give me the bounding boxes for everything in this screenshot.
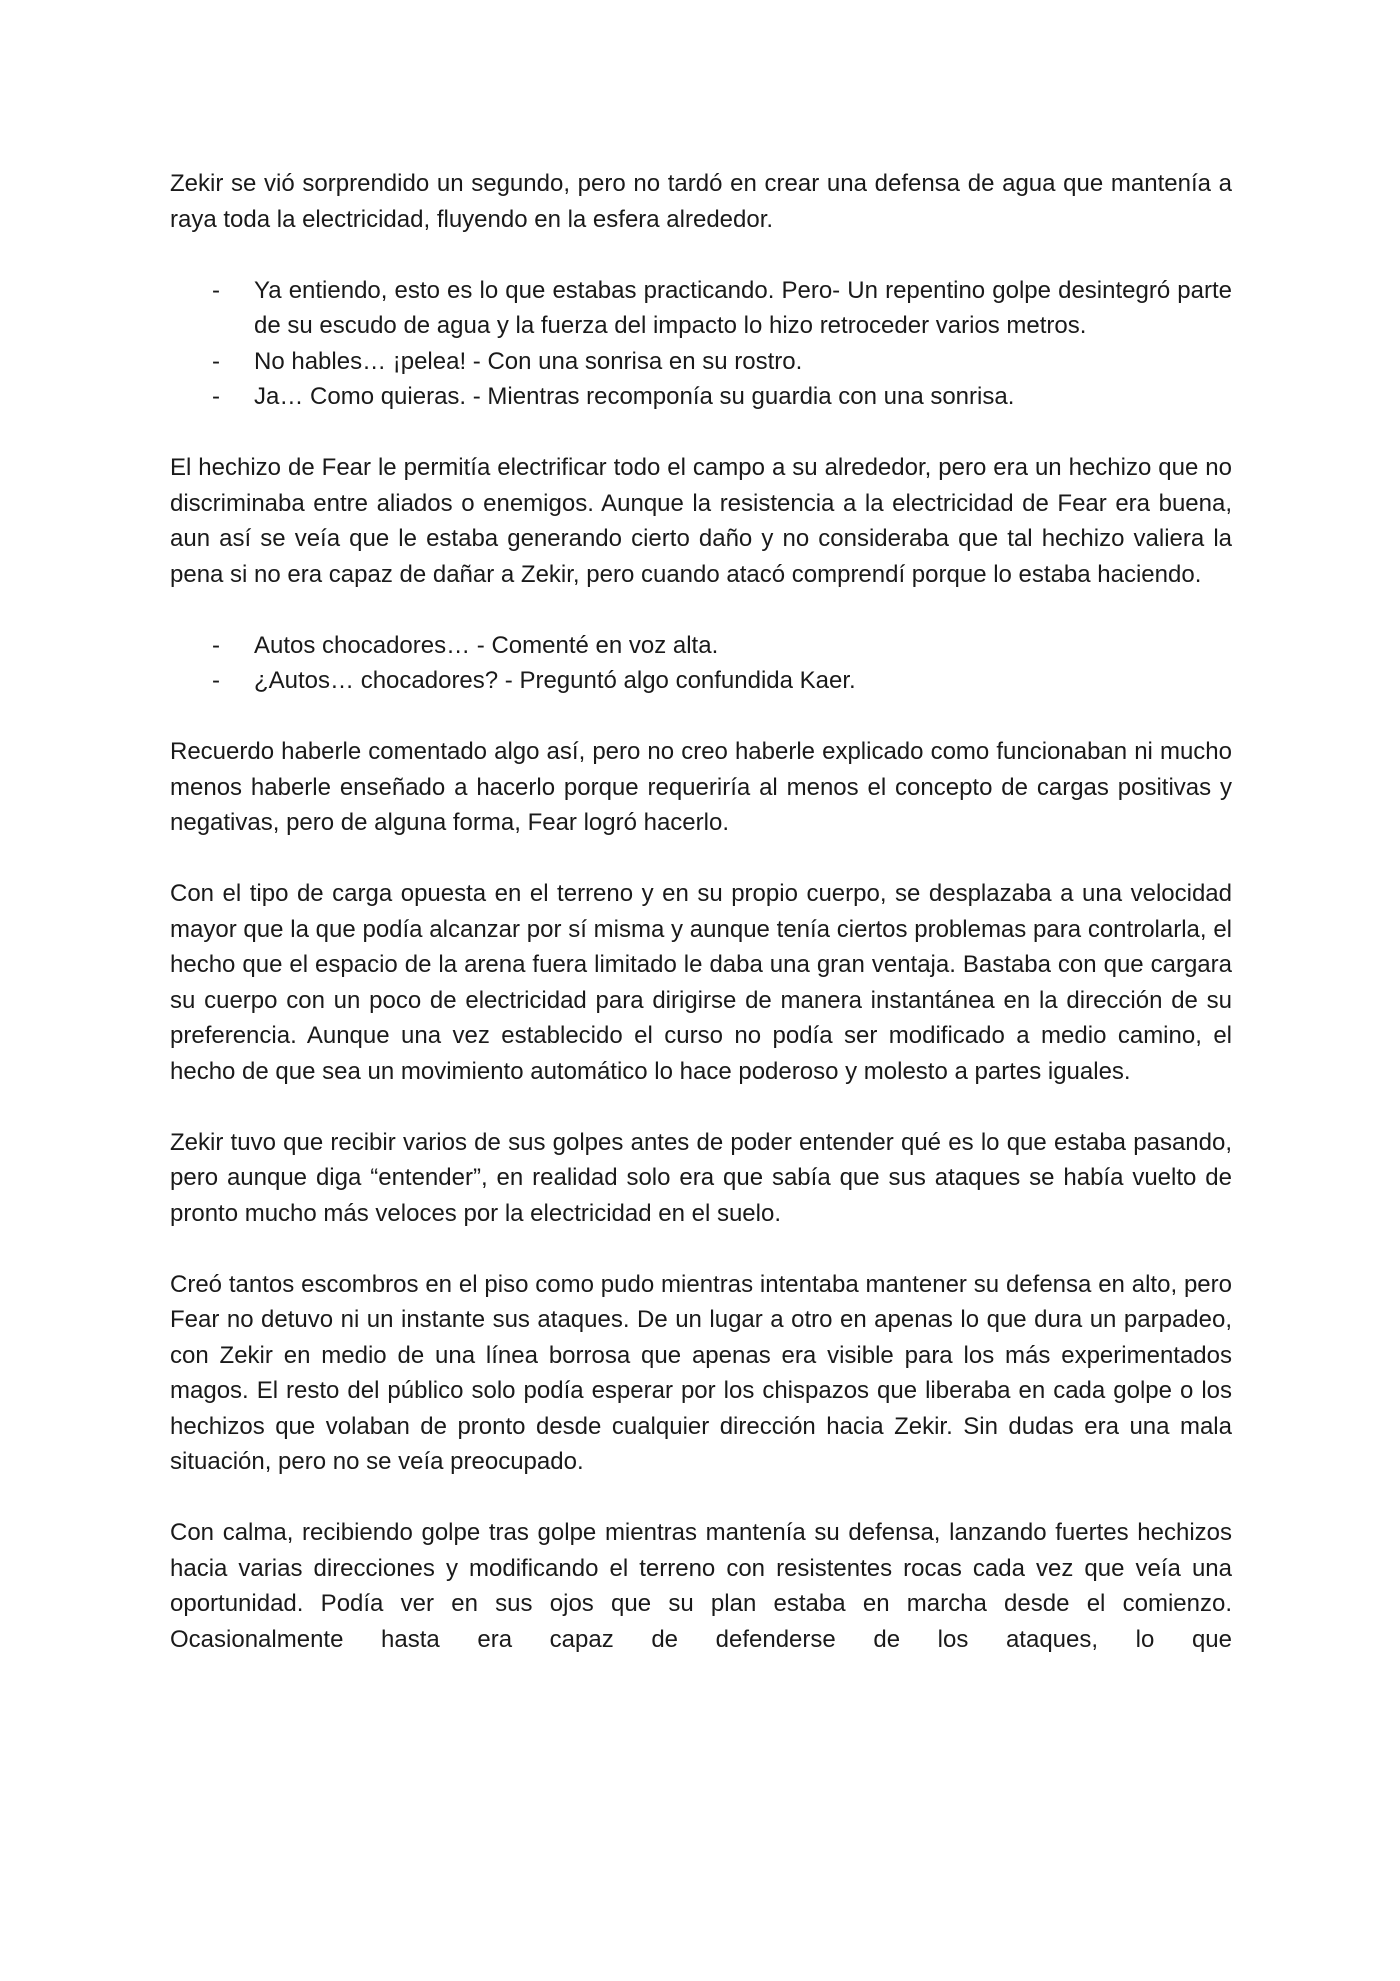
dash-marker: - <box>212 276 220 304</box>
dash-marker: - <box>212 667 220 694</box>
paragraph: Recuerdo haberle comentado algo así, pero no creo haberle explicado como funcionaban ni mucho menos haberle enseñado a hacerlo porque requeriría al menos el concepto de cargas positivas y negativas, pero de alguna forma, Fear logró hacerlo. <box>170 738 1232 836</box>
dialogue-text: No hables… ¡pelea! - Con una sonrisa en su rostro. <box>254 347 803 375</box>
dialogue-list <box>170 628 1232 699</box>
dialogue-list <box>170 273 1232 415</box>
dash-marker: - <box>212 383 220 410</box>
dialogue-line <box>170 344 1232 380</box>
dialogue-line <box>170 379 1232 415</box>
dialogue-line <box>170 663 1232 699</box>
dash-marker: - <box>212 347 220 375</box>
dash-marker: - <box>212 631 220 659</box>
dialogue-text: Ya entiendo, esto es lo que estabas practicando. Pero- Un repentino golpe desintegró parte de su escudo de agua y la fuerza del impacto lo hizo retroceder varios metros. <box>254 276 1232 339</box>
dialogue-text: Ja… Como quieras. - Mientras recomponía su guardia con una sonrisa. <box>254 383 1015 410</box>
dialogue-text: Autos chocadores… - Comenté en voz alta. <box>254 631 719 659</box>
document-body <box>170 166 1232 1693</box>
dialogue-line <box>170 273 1232 344</box>
paragraph: Creó tantos escombros en el piso como pudo mientras intentaba mantener su defensa en alto, pero Fear no detuvo ni un instante sus ataques. De un lugar a otro en apenas lo que dura un parpadeo, con Zekir en medio de una línea borrosa que apenas era visible para los más experimentados magos. El resto del público solo podía esperar por los chispazos que liberaba en cada golpe o los hechizos que volaban de pronto desde cualquier dirección hacia Zekir. Sin dudas era una mala situación, pero no se veía preocupado. <box>170 1270 1232 1475</box>
dialogue-text: ¿Autos… chocadores? - Preguntó algo confundida Kaer. <box>254 667 856 694</box>
paragraph: Zekir se vió sorprendido un segundo, pero no tardó en crear una defensa de agua que mantenía a raya toda la electricidad, fluyendo en la esfera alrededor. <box>170 170 1232 233</box>
paragraph: Con el tipo de carga opuesta en el terreno y en su propio cuerpo, se desplazaba a una velocidad mayor que la que podía alcanzar por sí misma y aunque tenía ciertos problemas para controlarla, el hecho que el espacio de la arena fuera limitado le daba una gran ventaja. Bastaba con que cargara su cuerpo con un poco de electricidad para dirigirse de manera instantánea en la dirección de su preferencia. Aunque una vez establecido el curso no podía ser modificado a medio camino, el hecho de que sea un movimiento automático lo hace poderoso y molesto a partes iguales. <box>170 880 1232 1085</box>
paragraph: El hechizo de Fear le permitía electrificar todo el campo a su alrededor, pero era un hechizo que no discriminaba entre aliados o enemigos. Aunque la resistencia a la electricidad de Fear era buena, aun así se veía que le estaba generando cierto daño y no consideraba que tal hechizo valiera la pena si no era capaz de dañar a Zekir, pero cuando atacó comprendí porque lo estaba haciendo. <box>170 454 1232 588</box>
paragraph: Con calma, recibiendo golpe tras golpe mientras mantenía su defensa, lanzando fuertes hechizos hacia varias direcciones y modificando el terreno con resistentes rocas cada vez que veía una oportunidad. Podía ver en sus ojos que su plan estaba en marcha desde el comienzo. Ocasionalmente hasta era capaz de defenderse de los ataques, lo que <box>170 1519 1232 1653</box>
paragraph: Zekir tuvo que recibir varios de sus golpes antes de poder entender qué es lo que estaba pasando, pero aunque diga “entender”, en realidad solo era que sabía que sus ataques se había vuelto de pronto mucho más veloces por la electricidad en el suelo. <box>170 1128 1232 1227</box>
dialogue-line <box>170 628 1232 664</box>
